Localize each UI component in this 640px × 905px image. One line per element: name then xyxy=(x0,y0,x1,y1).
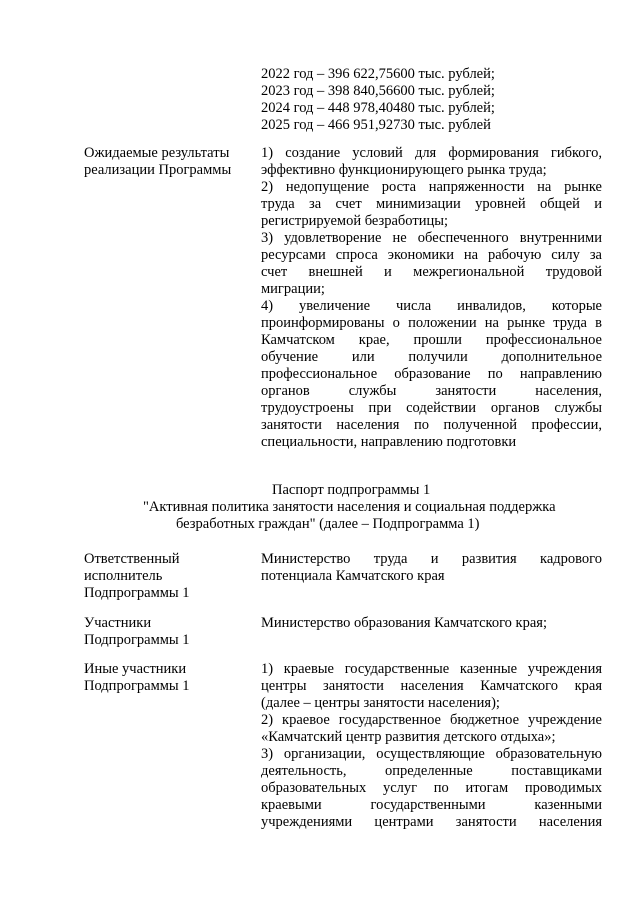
funding-list xyxy=(261,66,602,134)
participants-text: Министерство образования Камчатского края; xyxy=(261,615,547,631)
passport-subtitle-line2: безработных граждан" (далее – Подпрограмма 1) xyxy=(176,516,480,532)
responsible-text: Министерство труда и развития кадрового потенциала Камчатского края xyxy=(261,551,602,584)
expected-results-label: Ожидаемые результаты реализации Программы xyxy=(84,145,232,178)
funding-line: 2022 год – 396 622,75600 тыс. рублей; xyxy=(261,66,495,82)
expected-results-text: 1) создание условий для формирования гибкого, эффективно функционирующего рынка труда; 2) недопущение роста напряженности на рынке труда за счет минимизации уровней общей и регистрируемой безработицы; 3) удовлетворение не обеспеченного внутренними ресурсами спроса экономики на рабочую силу за счет внешней и межрегиональной трудовой миграции; 4) увеличение числа инвалидов, которые проинформированы о положении на рынке труда в Камчатском крае, прошли профессиональное обучение или получили дополнительное профессиональное образование по направлению органов службы занятости населения, трудоустроены при содействии органов службы занятости населения по полученной профессии, специальности, направлению подготовки xyxy=(261,145,602,450)
passport-subtitle-line1: "Активная политика занятости населения и социальная поддержка xyxy=(143,499,556,515)
funding-line: 2025 год – 466 951,92730 тыс. рублей xyxy=(261,117,491,133)
funding-line: 2023 год – 398 840,56600 тыс. рублей; xyxy=(261,83,495,99)
other-participants-label: Иные участники Подпрограммы 1 xyxy=(84,661,190,694)
funding-line: 2024 год – 448 978,40480 тыс. рублей; xyxy=(261,100,495,116)
passport-title: Паспорт подпрограммы 1 xyxy=(272,482,431,498)
participants-label: Участники Подпрограммы 1 xyxy=(84,615,190,648)
responsible-label: Ответственный исполнитель Подпрограммы 1 xyxy=(84,551,190,601)
other-participants-text: 1) краевые государственные казенные учреждения центры занятости населения Камчатского края (далее – центры занятости населения); 2) краевое государственное бюджетное учреждение «Камчатский центр развития детского отдыха»; 3) организации, осуществляющие образовательную деятельность, определенные поставщиками образовательных услуг по итогам проводимых краевыми государственными казенными учреждениями центрами занятости населения xyxy=(261,661,602,830)
